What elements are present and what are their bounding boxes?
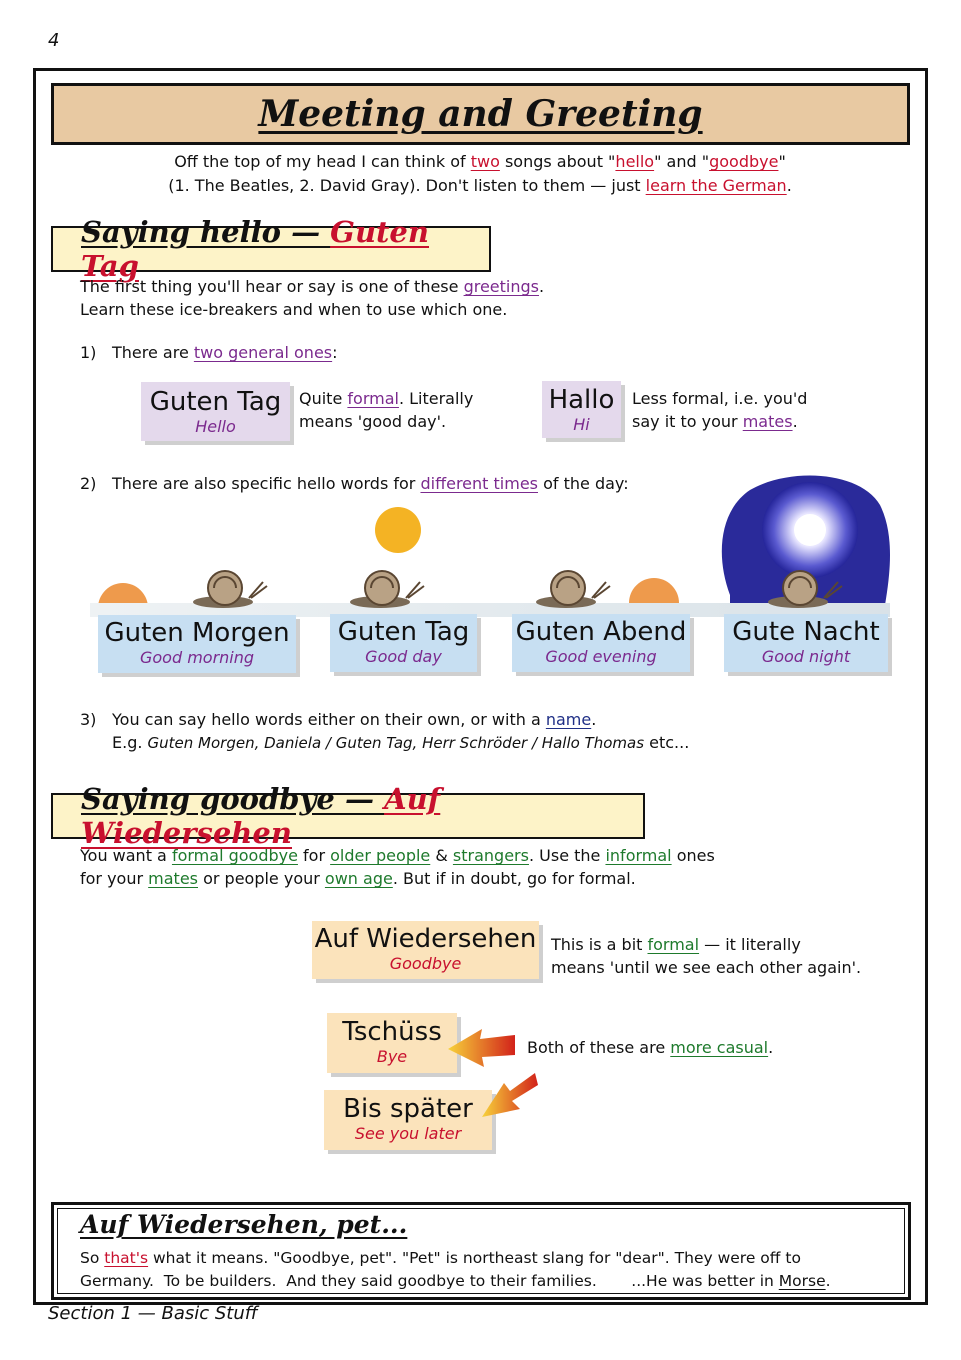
goodbye-highlight: mates — [148, 869, 198, 888]
card-guten-tag — [141, 382, 290, 441]
point-2-highlight: different times — [420, 474, 538, 493]
point-1-part: There are — [112, 343, 194, 362]
pet-box-line-1 — [80, 1247, 801, 1270]
card-german: Bis später — [343, 1094, 473, 1124]
snail-icon — [536, 571, 610, 608]
snail-icon — [193, 571, 267, 608]
hello-intro-text: The first thing you'll hear or say is one of these — [80, 277, 464, 296]
pet-text: Germany. To be builders. And they said goodbye to their families. ...He was better in — [80, 1272, 779, 1290]
point-3-example — [112, 731, 689, 755]
page-title: Meeting and Greeting — [258, 93, 703, 135]
point-3-part: You can say hello words either on their own, or with a — [112, 710, 546, 729]
intro-text: " and " — [654, 152, 710, 171]
note-highlight: more casual — [670, 1038, 769, 1057]
goodbye-text: for your — [80, 869, 149, 888]
hello-intro-highlight: greetings — [463, 277, 539, 296]
title-banner — [51, 83, 910, 145]
times-of-day-illustration — [90, 475, 900, 625]
point-2-part: of the day: — [538, 474, 629, 493]
intro-highlight: two — [470, 152, 500, 171]
intro-text: . — [786, 176, 792, 195]
pet-text: So — [80, 1249, 105, 1267]
card-english: Goodbye — [389, 954, 462, 973]
card-hallo — [542, 381, 621, 438]
footer-section-label: Section 1 — Basic Stuff — [48, 1303, 258, 1324]
card-english: Hi — [573, 415, 590, 434]
note-text: — it literally — [699, 935, 801, 954]
point-3-number: 3) — [80, 710, 97, 729]
auf-note-2: means 'until we see each other again'. — [551, 958, 862, 977]
note-text: This is a bit — [551, 935, 648, 954]
card-guten-abend — [512, 614, 690, 672]
intro-text: (1. The Beatles, 2. David Gray). Don't listen to them — just — [168, 176, 646, 195]
goodbye-heading-german: Auf Wiedersehen — [81, 782, 441, 850]
point-3-text — [112, 708, 596, 731]
card-english: Good evening — [545, 647, 657, 666]
card-german: Guten Tag — [337, 617, 470, 647]
pet-text: what it means. "Goodbye, pet". "Pet" is northeast slang for "dear". They were off to — [148, 1249, 801, 1267]
goodbye-highlight: informal — [605, 846, 672, 865]
hello-heading-text: Saying hello — — [81, 215, 331, 249]
goodbye-highlight: own age — [324, 869, 393, 888]
hello-intro-1 — [80, 275, 544, 298]
card-english: Good night — [761, 647, 851, 666]
noon-sun-icon — [375, 507, 421, 553]
intro-text: songs about " — [499, 152, 616, 171]
goodbye-section-banner — [51, 782, 645, 850]
arrow-to-bis-spater-icon — [482, 1073, 538, 1117]
card-english: Good day — [365, 647, 442, 666]
point-1-highlight: two general ones — [193, 343, 333, 362]
pet-highlight: that's — [104, 1249, 149, 1267]
card-german: Guten Abend — [515, 617, 687, 647]
intro-line-2 — [60, 174, 900, 198]
goodbye-text: . Use the — [528, 846, 606, 865]
card-english: Bye — [376, 1047, 408, 1066]
point-3-part: . — [591, 710, 597, 729]
intro-text: Off the top of my head I can think of — [174, 152, 471, 171]
card-guten-morgen — [98, 615, 296, 673]
goodbye-heading-text: Saying goodbye — — [81, 782, 385, 816]
point-1-number: 1) — [80, 343, 97, 362]
card-english: See you later — [354, 1124, 462, 1143]
guten-tag-note-1 — [299, 387, 473, 410]
goodbye-line-2 — [80, 867, 636, 890]
sunset-icon — [629, 578, 679, 603]
intro-highlight: goodbye — [709, 152, 779, 171]
card-german: Guten Tag — [149, 387, 282, 417]
card-gute-nacht — [724, 614, 888, 672]
pet-text: . — [825, 1272, 831, 1290]
card-german: Guten Morgen — [104, 618, 290, 648]
goodbye-highlight: older people — [330, 846, 431, 865]
point-2-number: 2) — [80, 474, 97, 493]
note-highlight: formal — [647, 935, 700, 954]
card-german: Auf Wiedersehen — [314, 924, 537, 954]
goodbye-text: You want a — [80, 846, 172, 865]
note-text: . Literally — [398, 389, 474, 408]
point-3-highlight: name — [545, 710, 592, 729]
goodbye-highlight: strangers — [452, 846, 529, 865]
auf-note-1 — [551, 933, 801, 956]
hello-heading-german: Guten Tag — [81, 215, 429, 283]
pet-box-line-2 — [80, 1270, 831, 1293]
note-highlight: mates — [742, 412, 793, 431]
goodbye-text: . But if in doubt, go for formal. — [392, 869, 636, 888]
point-1-text — [112, 341, 338, 364]
note-text: . — [768, 1038, 774, 1057]
hallo-note-2 — [632, 410, 798, 433]
note-text: Quite — [299, 389, 348, 408]
hello-section-banner — [51, 215, 491, 283]
intro-line-1 — [60, 150, 900, 174]
point-2-part: There are also specific hello words for — [112, 474, 421, 493]
card-english: Hello — [195, 417, 236, 436]
intro-text: " — [778, 152, 786, 171]
hello-heading — [81, 215, 489, 283]
goodbye-text: for — [297, 846, 331, 865]
example-label: E.g. — [112, 733, 148, 752]
card-tschuss — [327, 1013, 457, 1073]
note-highlight: formal — [347, 389, 399, 408]
note-text: say it to your — [632, 412, 743, 431]
goodbye-text: ones — [671, 846, 715, 865]
point-1-part: : — [332, 343, 338, 362]
casual-note — [527, 1036, 773, 1059]
moon-core — [794, 514, 826, 546]
guten-tag-note-2: means 'good day'. — [299, 412, 447, 431]
goodbye-heading — [81, 782, 643, 850]
hello-intro-2: Learn these ice-breakers and when to use which one. — [80, 300, 508, 319]
note-text: . — [792, 412, 798, 431]
goodbye-line-1 — [80, 844, 715, 867]
example-etc: etc... — [644, 733, 690, 752]
pet-highlight: Morse — [778, 1272, 826, 1290]
goodbye-text: & — [430, 846, 453, 865]
note-text: Both of these are — [527, 1038, 671, 1057]
intro-highlight: learn the German — [645, 176, 787, 195]
goodbye-highlight: formal goodbye — [171, 846, 298, 865]
card-german: Tschüss — [342, 1017, 442, 1047]
hello-intro-text: . — [539, 277, 545, 296]
intro-highlight: hello — [615, 152, 655, 171]
arrow-to-tschuss-icon — [448, 1029, 515, 1067]
page-number: 4 — [48, 30, 60, 51]
hallo-note-1: Less formal, i.e. you'd — [632, 389, 808, 408]
card-german: Gute Nacht — [732, 617, 880, 647]
snail-icon — [350, 571, 424, 608]
pet-box-title: Auf Wiedersehen, pet... — [80, 1210, 408, 1239]
goodbye-text: or people your — [198, 869, 325, 888]
card-guten-tag-day — [330, 614, 477, 672]
card-german: Hallo — [548, 385, 615, 415]
example-phrases: Guten Morgen, Daniela / Guten Tag, Herr Schröder / Hallo Thomas — [147, 734, 645, 752]
card-english: Good morning — [139, 648, 255, 667]
card-auf-wiedersehen — [312, 921, 539, 979]
